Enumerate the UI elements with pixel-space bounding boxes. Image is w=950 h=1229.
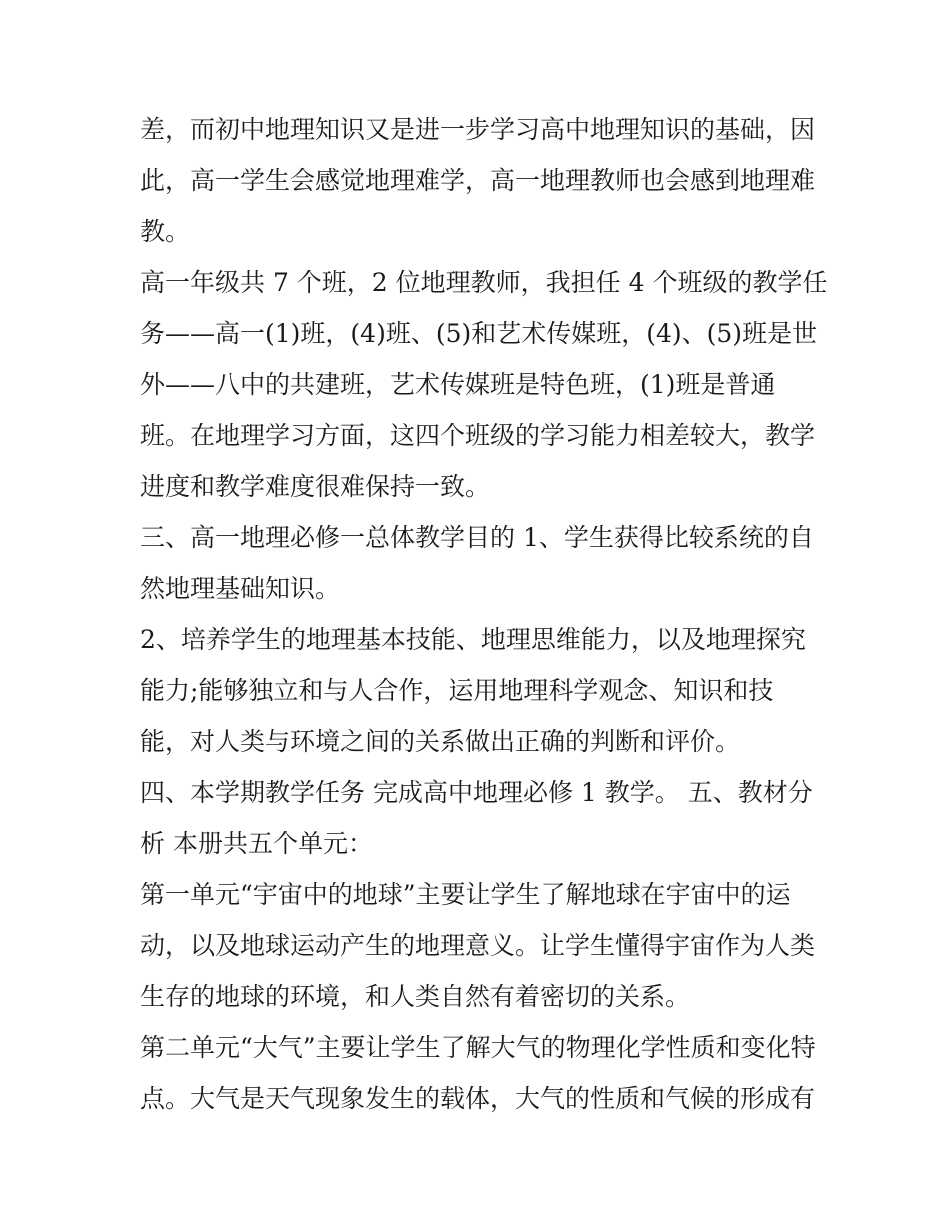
text-line: 第一单元“宇宙中的地球”主要让学生了解地球在宇宙中的运 [140, 880, 791, 909]
text-line: 外——八中的共建班，艺术传媒班是特色班，(1)班是普通 [140, 370, 776, 399]
text-line: 然地理基础知识。 [140, 574, 341, 603]
text-line: 高一年级共 7 个班，2 位地理教师，我担任 4 个班级的教学任 [140, 268, 828, 297]
text-line: 点。大气是天气现象发生的载体，大气的性质和气候的形成有 [140, 1084, 816, 1113]
text-line: 四、本学期教学任务 完成高中地理必修 1 教学。 五、教材分 [140, 778, 813, 807]
text-line: 动，以及地球运动产生的地理意义。让学生懂得宇宙作为人类 [140, 931, 816, 960]
text-line: 差，而初中地理知识又是进一步学习高中地理知识的基础，因 [140, 115, 816, 144]
text-line: 此，高一学生会感觉地理难学，高一地理教师也会感到地理难 [140, 166, 816, 195]
text-line: 第二单元“大气”主要让学生了解大气的物理化学性质和变化特 [140, 1033, 816, 1062]
body-text [140, 104, 830, 1124]
text-line: 务——高一(1)班，(4)班、(5)和艺术传媒班，(4)、(5)班是世 [140, 319, 818, 348]
text-line: 教。 [140, 217, 191, 246]
text-line: 进度和教学难度很难保持一致。 [140, 472, 491, 501]
text-line: 析 本册共五个单元： [140, 829, 373, 858]
text-line: 班。在地理学习方面，这四个班级的学习能力相差较大，教学 [140, 421, 816, 450]
text-line: 能力;能够独立和与人合作，运用地理科学观念、知识和技 [140, 676, 774, 705]
text-line: 能，对人类与环境之间的关系做出正确的判断和评价。 [140, 727, 741, 756]
text-line: 生存的地球的环境，和人类自然有着密切的关系。 [140, 982, 691, 1011]
text-line: 2、培养学生的地理基本技能、地理思维能力，以及地理探究 [140, 625, 806, 654]
text-line: 三、高一地理必修一总体教学目的 1、学生获得比较系统的自 [140, 523, 814, 552]
